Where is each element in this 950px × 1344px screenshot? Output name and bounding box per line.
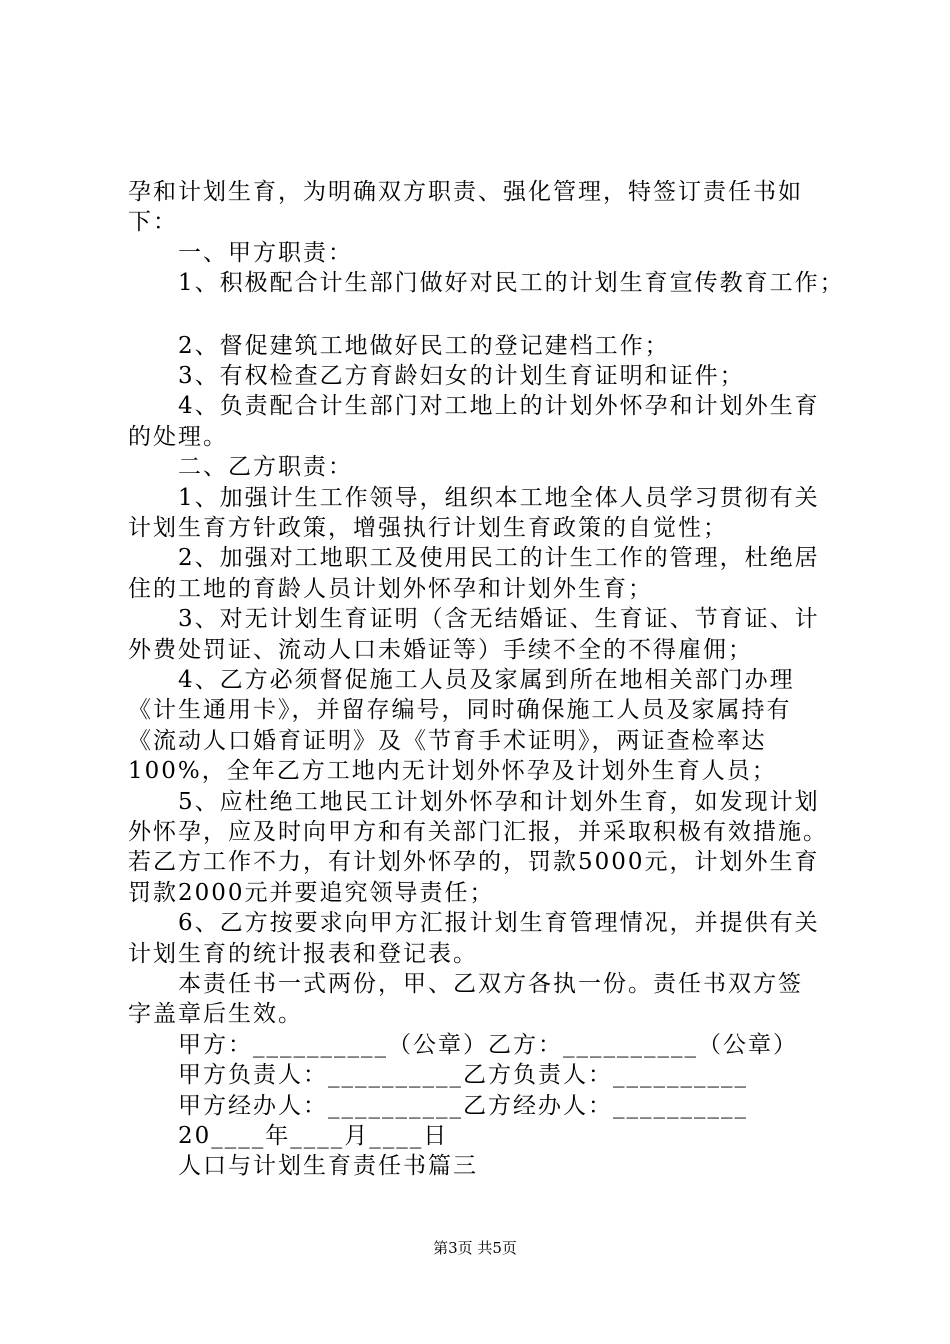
text-line: 的处理。 bbox=[128, 424, 228, 450]
section-heading: 一、甲方职责： bbox=[178, 240, 353, 266]
date-line: 20____年____月____日 bbox=[178, 1123, 449, 1149]
text-line: 外怀孕，应及时向甲方和有关部门汇报，并采取积极有效措施。 bbox=[128, 819, 828, 845]
signature-line: 甲方经办人：__________乙方经办人：__________ bbox=[178, 1093, 748, 1119]
text-line: 3、对无计划生育证明（含无结婚证、生育证、节育证、计 bbox=[178, 606, 820, 632]
text-line: 2、督促建筑工地做好民工的登记建档工作； bbox=[178, 333, 670, 359]
signature-line: 甲方负责人：__________乙方负责人：__________ bbox=[178, 1062, 748, 1088]
text-line: 《流动人口婚育证明》及《节育手术证明》，两证查检率达 bbox=[128, 728, 767, 754]
text-line: 外费处罚证、流动人口未婚证等）手续不全的不得雇佣； bbox=[128, 637, 753, 663]
text-line: 下： bbox=[128, 209, 178, 235]
text-line: 孕和计划生育，为明确双方职责、强化管理，特签订责任书如 bbox=[128, 179, 803, 205]
section-heading: 二、乙方职责： bbox=[178, 454, 353, 480]
signature-line: 甲方：__________（公章）乙方：__________（公章） bbox=[178, 1032, 798, 1058]
page-number: 第3页 共5页 bbox=[433, 1239, 517, 1257]
text-line: 《计生通用卡》，并留存编号，同时确保施工人员及家属持有 bbox=[128, 697, 792, 723]
text-line: 3、有权检查乙方育龄妇女的计划生育证明和证件； bbox=[178, 363, 745, 389]
text-line: 计划生育的统计报表和登记表。 bbox=[128, 941, 478, 967]
text-line: 罚款2000元并要追究领导责任； bbox=[128, 880, 495, 906]
text-line: 1、积极配合计生部门做好对民工的计划生育宣传教育工作； bbox=[178, 270, 845, 296]
text-line: 字盖章后生效。 bbox=[128, 1001, 303, 1027]
text-line: 若乙方工作不力，有计划外怀孕的，罚款5000元，计划外生育 bbox=[128, 849, 820, 875]
text-line: 4、负责配合计生部门对工地上的计划外怀孕和计划外生育 bbox=[178, 393, 820, 419]
text-line: 计划生育方针政策，增强执行计划生育政策的自觉性； bbox=[128, 515, 728, 541]
text-line: 4、乙方必须督促施工人员及家属到所在地相关部门办理 bbox=[178, 667, 795, 693]
text-line: 1、加强计生工作领导，组织本工地全体人员学习贯彻有关 bbox=[178, 485, 820, 511]
text-line: 2、加强对工地职工及使用民工的计生工作的管理，杜绝居 bbox=[178, 545, 820, 571]
section-title: 人口与计划生育责任书篇三 bbox=[178, 1153, 478, 1179]
text-line: 6、乙方按要求向甲方汇报计划生育管理情况，并提供有关 bbox=[178, 910, 820, 936]
text-line: 5、应杜绝工地民工计划外怀孕和计划外生育，如发现计划 bbox=[178, 789, 820, 815]
text-line: 100%，全年乙方工地内无计划外怀孕及计划外生育人员； bbox=[128, 758, 777, 784]
text-line: 住的工地的育龄人员计划外怀孕和计划外生育； bbox=[128, 576, 653, 602]
text-line: 本责任书一式两份，甲、乙双方各执一份。责任书双方签 bbox=[178, 971, 803, 997]
